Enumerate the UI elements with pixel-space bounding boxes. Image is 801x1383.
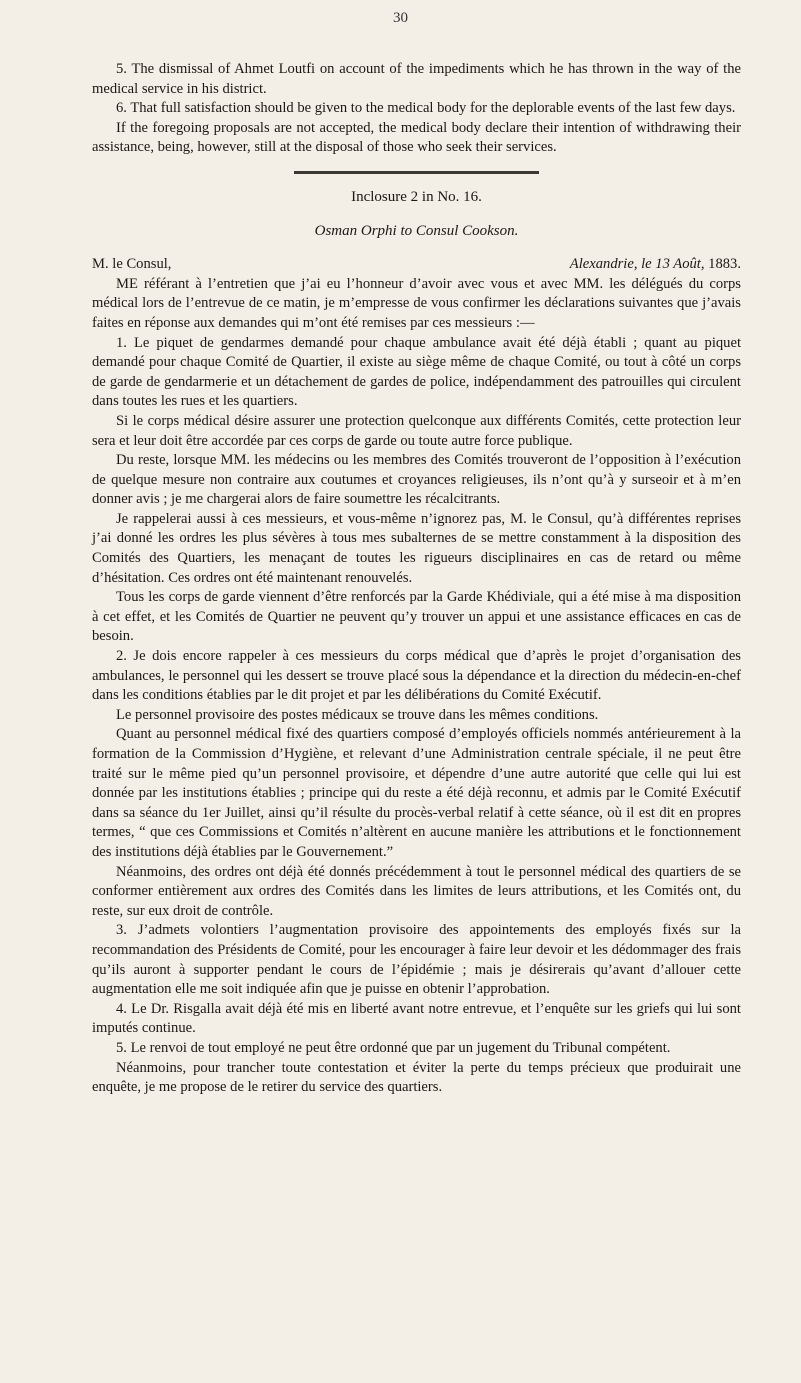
page-number: 30: [393, 10, 408, 26]
salutation-line: [92, 255, 741, 275]
letter-paragraph: Du reste, lorsque MM. les médecins ou les membres des Comités trouveront de l’opposition à l’exécution de quelque mesure non contraire aux coutumes et croyances religieuses, ils n’ont qu’à y surseoir et à m’en donner avis ; je me chargerai alors de faire soumettre les récalcitrants.: [92, 452, 741, 508]
salutation: M. le Consul,: [92, 256, 172, 273]
section-divider: [294, 171, 539, 174]
letter-paragraph: 2. Je dois encore rappeler à ces messieurs du corps médical que d’après le projet d’organisation des ambulances, le personnel qui les dessert se trouve placé sous la dépendance et la direction du médecin-en-chef dans les conditions établies par le dit projet et par les délibérations du Comité Exécutif.: [92, 648, 741, 704]
inclosure-title: Inclosure 2 in No. 16.: [351, 188, 482, 205]
letter-paragraph: Néanmoins, des ordres ont déjà été donnés précédemment à tout le personnel médical des quartiers de se conformer entièrement aux ordres des Comités dans les limites de leurs attributions, et les Comités ont, du reste, sur eux droit de contrôle.: [92, 863, 741, 919]
letter-subtitle: Osman Orphi to Consul Cookson.: [314, 222, 519, 239]
letter-paragraph: 4. Le Dr. Risgalla avait déjà été mis en liberté avant notre entrevue, et l’enquête sur les griefs qui lui sont imputés continue.: [92, 1000, 741, 1037]
letter-paragraph: Quant au personnel médical fixé des quartiers composé d’employés officiels nommés antérieurement à la formation de la Commission d’Hygiène, et relevant d’une Administration centrale spéciale, il ne peut être traité sur le même pied qu’un personnel provisoire, et dépendre d’une autre autorité que celle qui lui est donnée par les institutions établies ; principe qui du reste a été déjà reconnu, et admis par le Comité Exécutif dans sa séance du 1er Juillet, ainsi qu’il résulte du procès-verbal relatif à cette séance, où il est dit en propres termes, “ que ces Commissions et Comités n’altèrent en aucune manière les attributions et le fonctionnement des institutions déjà établies par le Gouvernement.”: [92, 726, 741, 860]
paragraph-demand-5: 5. The dismissal of Ahmet Loutfi on account of the impediments which he has thrown in the way of the medical service in his district.: [92, 61, 741, 97]
letter-paragraph: 3. J’admets volontiers l’augmentation provisoire des appointements des employés fixés sur la recommandation des Présidents de Comité, pour les encourager à faire leur devoir et les dédommager des frais qu’ils auront à supporter pendant le cours de l’épidémie ; mais je désirerais qu’avant d’allouer cette augmentation elle me soit indiquée afin que je puisse en obtenir l’approbation.: [92, 922, 741, 998]
letter-paragraph: Tous les corps de garde viennent d’être renforcés par la Garde Khédiviale, qui a été mise à ma disposition à cet effet, et les Comités de Quartier ne peuvent qu’y trouver un appui et une assistance efficaces en cas de besoin.: [92, 589, 741, 645]
letter-paragraph: Je rappelerai aussi à ces messieurs, et vous-même n’ignorez pas, M. le Consul, qu’à différentes reprises j’ai donné les ordres les plus sévères à tous mes subalternes de se mettre constamment à la disposition des Comités des Quartiers, les menaçant de toutes les rigueurs disciplinaires en cas de retard ou même d’hésitation. Ces ordres ont été maintenant renouvelés.: [92, 510, 741, 586]
paragraph-foregoing: If the foregoing proposals are not accepted, the medical body declare their intention of withdrawing their assistance, being, however, still at the disposal of those who seek their services.: [92, 119, 741, 156]
letter-date: [570, 255, 741, 275]
letter-paragraph: 1. Le piquet de gendarmes demandé pour chaque ambulance avait été déjà établi ; quant au piquet demandé pour chaque Comité de Quartier, il existe au siège même de chaque Comité, ou tout à côté un corps de garde de gendarmerie et un détachement de gardes de police, indépendamment des patrouilles qui circulent dans toutes les rues et les quartiers.: [92, 334, 741, 410]
letter-paragraph: Néanmoins, pour trancher toute contestation et éviter la perte du temps précieux que produirait une enquête, je me propose de le retirer du service des quartiers.: [92, 1059, 741, 1096]
letter-paragraph: 5. Le renvoi de tout employé ne peut être ordonné que par un jugement du Tribunal compétent.: [116, 1039, 671, 1056]
letter-paragraph: Si le corps médical désire assurer une protection quelconque aux différents Comités, cette protection leur sera et leur doit être accordée par ces corps de garde ou toute autre force publique.: [92, 412, 741, 449]
page-text: [92, 60, 741, 1098]
letter-paragraph: ME référant à l’entretien que j’ai eu l’honneur d’avoir avec vous et avec MM. les délégués du corps médical lors de l’entrevue de ce matin, je m’empresse de vous confirmer les déclarations suivantes que j’avais faites en réponse aux demandes qui m’ont été remises par ces messieurs :—: [92, 275, 741, 331]
letter-paragraph: Le personnel provisoire des postes médicaux se trouve dans les mêmes conditions.: [116, 706, 599, 723]
date-place: Alexandrie, le 13 Août,: [569, 256, 705, 273]
paragraph-demand-6: 6. That full satisfaction should be given to the medical body for the deplorable events of the last few days.: [116, 100, 736, 117]
date-year: 1883.: [708, 256, 741, 273]
